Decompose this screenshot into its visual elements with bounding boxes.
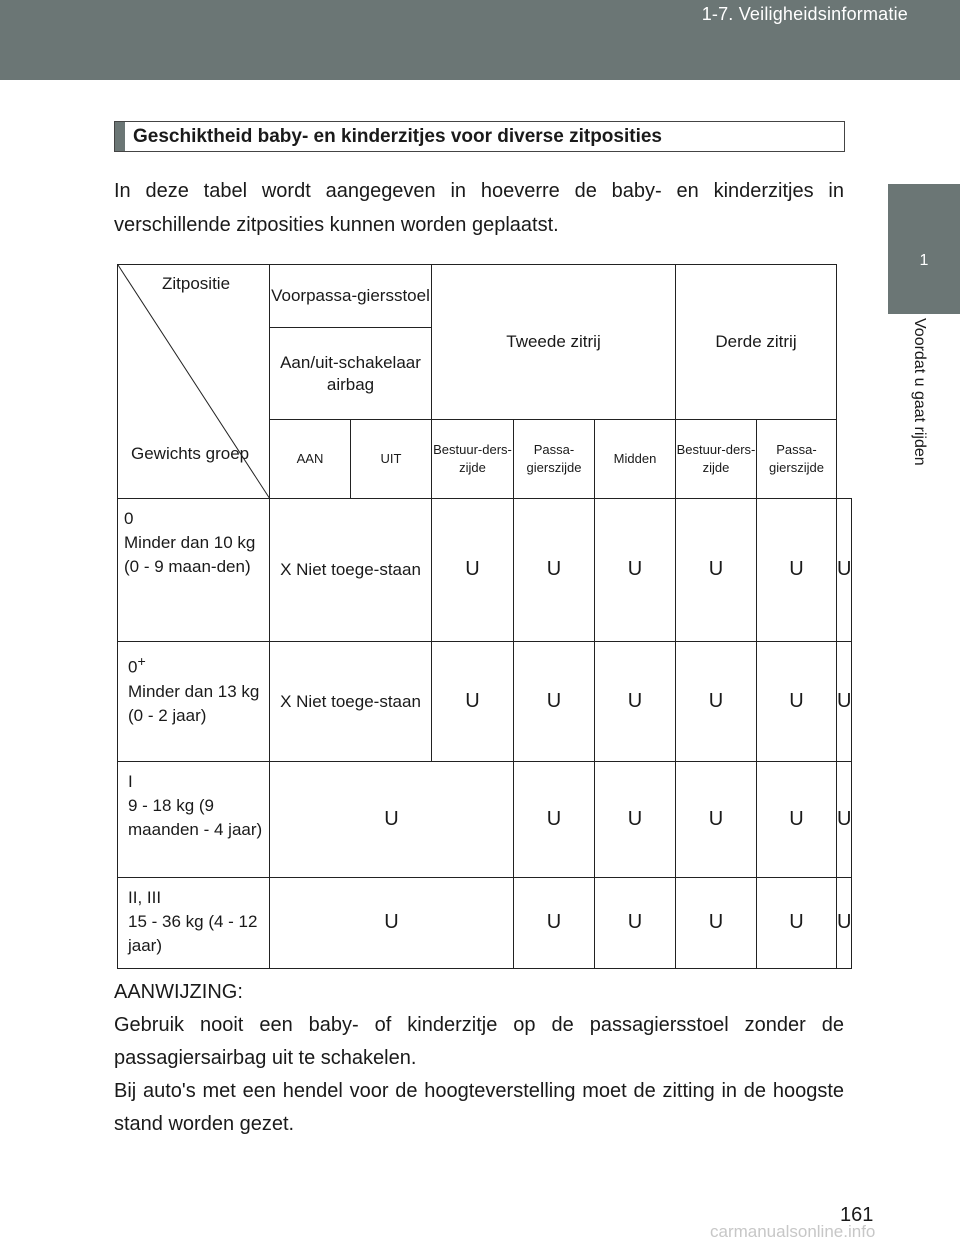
subheader-passenger-side-3: Passa-gierszijde	[757, 420, 837, 499]
subheader-off: UIT	[351, 420, 432, 499]
notes-block	[114, 976, 844, 1141]
section-heading-marker	[115, 122, 125, 151]
intro-paragraph: In deze tabel wordt aangegeven in hoeverre de baby- en kinderzitjes in verschillende zitposities kunnen worden geplaatst.	[114, 180, 844, 236]
subheader-driver-side-2: Bestuur-ders-zijde	[432, 420, 514, 499]
front-seat-value: X Niet toege-staan	[270, 499, 432, 642]
front-seat-value: X Niet toege-staan	[270, 642, 432, 762]
chapter-side-label-text: Voordat u gaat rijden	[911, 318, 928, 466]
subheader-on: AAN	[270, 420, 351, 499]
value-cell: U	[514, 878, 595, 969]
value-cell: U	[837, 762, 852, 878]
weight-group-cell	[118, 499, 270, 642]
value-cell: U	[514, 642, 595, 762]
weight-group-id: 0	[128, 657, 138, 677]
value-cell: U	[757, 762, 837, 878]
value-cell: U	[757, 642, 837, 762]
value-cell: U	[514, 499, 595, 642]
value-cell: U	[837, 499, 852, 642]
chapter-tab	[888, 184, 960, 314]
subheader-driver-side-3: Bestuur-ders-zijde	[676, 420, 757, 499]
weight-group-desc: Minder dan 13 kg (0 - 2 jaar)	[128, 681, 260, 725]
value-cell: U	[595, 642, 676, 762]
corner-seat-position-label: Zitpositie	[162, 274, 231, 293]
weight-group-cell	[118, 762, 270, 878]
notes-line-2: Bij auto's met een hendel voor de hoogteverstelling moet de zitting in de hoogste stand worden gezet.	[114, 1080, 844, 1135]
table-row	[118, 499, 852, 642]
section-heading-box	[114, 121, 845, 152]
seat-suitability-table-wrap	[117, 264, 852, 969]
value-cell: U	[432, 642, 514, 762]
table-row	[118, 642, 852, 762]
value-cell: U	[676, 499, 757, 642]
chapter-title: 1-7. Veiligheidsinformatie	[701, 4, 908, 24]
header-third-row: Derde zitrij	[676, 265, 837, 420]
value-cell: U	[757, 499, 837, 642]
value-cell: U	[757, 878, 837, 969]
weight-group-id: I	[128, 772, 133, 791]
header-airbag-switch: Aan/uit-schakelaar airbag	[270, 328, 432, 420]
notes-line-1: Gebruik nooit een baby- of kinderzitje op de passagiersstoel zonder de passagiersairbag uit te schakelen.	[114, 1014, 844, 1069]
header-second-row: Tweede zitrij	[432, 265, 676, 420]
weight-group-id: 0	[124, 509, 134, 528]
seat-suitability-table	[117, 264, 852, 969]
subheader-passenger-side-2: Passa-gierszijde	[514, 420, 595, 499]
table-row	[118, 762, 852, 878]
footer-watermark: carmanualsonline.info	[710, 1222, 876, 1241]
notes-label: AANWIJZING:	[114, 981, 243, 1003]
weight-group-desc: 9 - 18 kg (9 maanden - 4 jaar)	[128, 796, 263, 839]
weight-group-desc: Minder dan 10 kg (0 - 9 maan-den)	[124, 533, 256, 576]
value-cell: U	[432, 499, 514, 642]
header-front-seat: Voorpassa-giersstoel	[270, 265, 432, 328]
weight-group-id: II, III	[128, 888, 162, 907]
value-cell: U	[837, 878, 852, 969]
front-seat-value: U	[270, 878, 514, 969]
weight-group-desc: 15 - 36 kg (4 - 12 jaar)	[128, 912, 258, 955]
value-cell: U	[514, 762, 595, 878]
value-cell: U	[595, 878, 676, 969]
corner-weight-group-label: Gewichts groep	[131, 444, 250, 463]
value-cell: U	[595, 499, 676, 642]
value-cell: U	[595, 762, 676, 878]
value-cell: U	[676, 762, 757, 878]
weight-group-cell	[118, 642, 270, 762]
value-cell: U	[676, 878, 757, 969]
subheader-middle: Midden	[595, 420, 676, 499]
chapter-tab-number: 1	[919, 252, 929, 269]
weight-group-cell	[118, 878, 270, 969]
weight-group-sup: +	[137, 654, 146, 670]
chapter-header-bar	[0, 0, 960, 80]
front-seat-value: U	[270, 762, 514, 878]
section-heading: Geschiktheid baby- en kinderzitjes voor diverse zitposities	[133, 126, 662, 147]
chapter-side-label	[888, 318, 960, 548]
table-row	[118, 878, 852, 969]
value-cell: U	[837, 642, 852, 762]
value-cell: U	[676, 642, 757, 762]
page-number: 161	[840, 1204, 874, 1226]
table-corner-cell	[118, 265, 270, 499]
